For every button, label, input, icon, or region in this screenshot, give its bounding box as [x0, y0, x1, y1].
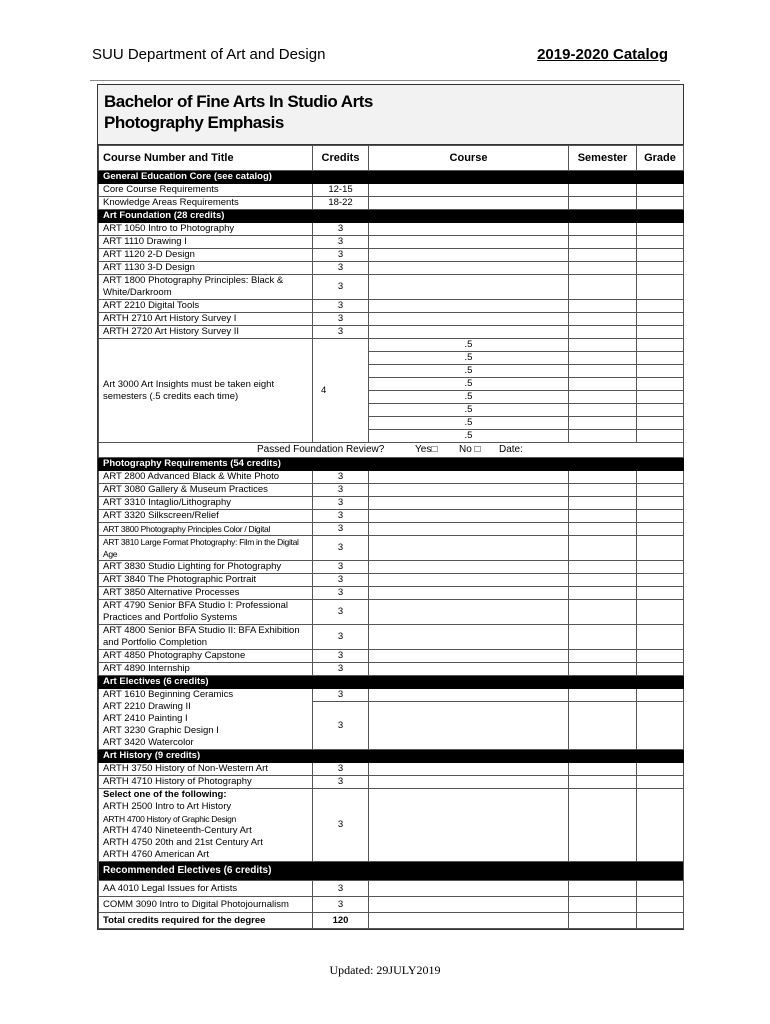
course-title: ART 3310 Intaglio/Lithography [99, 497, 313, 510]
course-row [99, 536, 684, 561]
course-title: ARTH 2710 Art History Survey I [99, 313, 313, 326]
semester-cell[interactable] [569, 484, 637, 497]
history-option: ARTH 4760 American Art [103, 849, 209, 860]
course-credits: 3 [313, 236, 369, 249]
elective-option: ART 1610 Beginning Ceramics [103, 689, 234, 700]
course-cell[interactable] [369, 702, 569, 750]
course-cell[interactable] [369, 776, 569, 789]
elective-option: ART 2210 Drawing II [103, 701, 191, 712]
grade-cell[interactable] [637, 763, 684, 776]
course-row [99, 561, 684, 574]
semester-cell[interactable] [569, 776, 637, 789]
grade-cell[interactable] [637, 574, 684, 587]
history-select-list [99, 789, 313, 862]
grade-cell[interactable] [637, 702, 684, 750]
course-credits: 3 [313, 574, 369, 587]
foundation-review [99, 443, 684, 458]
grade-cell[interactable] [637, 339, 684, 352]
grade-cell[interactable] [637, 600, 684, 625]
course-credits: 3 [313, 897, 369, 913]
semester-cell[interactable] [569, 650, 637, 663]
course-title: ARTH 2720 Art History Survey II [99, 326, 313, 339]
catalog-year: 2019-2020 Catalog [537, 46, 668, 63]
updated-date: Updated: 29JULY2019 [329, 963, 441, 977]
grade-cell[interactable] [637, 776, 684, 789]
semester-cell[interactable] [569, 236, 637, 249]
course-title: ARTH 4710 History of Photography [99, 776, 313, 789]
semester-cell[interactable] [569, 184, 637, 197]
grade-cell[interactable] [637, 587, 684, 600]
semester-cell[interactable] [569, 417, 637, 430]
course-cell[interactable] [369, 689, 569, 702]
semester-cell[interactable] [569, 702, 637, 750]
course-title: Knowledge Areas Requirements [99, 197, 313, 210]
semester-cell[interactable] [569, 430, 637, 443]
column-header-row [99, 146, 684, 171]
semester-cell[interactable] [569, 497, 637, 510]
grade-cell[interactable] [637, 300, 684, 313]
course-credits: 3 [313, 776, 369, 789]
semester-cell[interactable] [569, 223, 637, 236]
course-cell[interactable] [369, 663, 569, 676]
course-row [99, 236, 684, 249]
total-course-cell [369, 913, 569, 929]
semester-cell[interactable] [569, 523, 637, 536]
course-credits: 3 [313, 300, 369, 313]
course-credits: 3 [313, 510, 369, 523]
course-title: ART 4890 Internship [99, 663, 313, 676]
course-cell[interactable] [369, 574, 569, 587]
review-yes-checkbox[interactable]: Yes□ [415, 444, 438, 455]
section-photography-requirements [99, 458, 684, 471]
grade-cell[interactable] [637, 789, 684, 862]
section-art-history-label: Art History (9 credits) [99, 750, 684, 763]
course-row [99, 326, 684, 339]
course-cell[interactable] [369, 497, 569, 510]
course-title: ART 3320 Silkscreen/Relief [99, 510, 313, 523]
grade-cell[interactable] [637, 249, 684, 262]
insights-half-credit: .5 [369, 417, 569, 430]
semester-cell[interactable] [569, 313, 637, 326]
course-title: ART 4800 Senior BFA Studio II: BFA Exhibition and Portfolio Completion [99, 625, 313, 650]
section-general-education-label: General Education Core (see catalog) [99, 171, 684, 184]
course-cell[interactable] [369, 236, 569, 249]
total-label: Total credits required for the degree [99, 913, 313, 929]
total-grade-cell [637, 913, 684, 929]
semester-cell[interactable] [569, 663, 637, 676]
course-title: ART 3800 Photography Principles Color / Digital [99, 523, 313, 536]
semester-cell[interactable] [569, 881, 637, 897]
col-course-title: Course Number and Title [99, 146, 313, 171]
course-credits: 3 [313, 497, 369, 510]
history-option: ARTH 4740 Nineteenth-Century Art [103, 825, 252, 836]
course-credits: 3 [313, 625, 369, 650]
course-row [99, 300, 684, 313]
semester-cell[interactable] [569, 471, 637, 484]
grade-cell[interactable] [637, 197, 684, 210]
semester-cell[interactable] [569, 536, 637, 561]
semester-cell[interactable] [569, 689, 637, 702]
semester-cell[interactable] [569, 197, 637, 210]
course-cell[interactable] [369, 625, 569, 650]
course-row [99, 776, 684, 789]
insights-half-credit: .5 [369, 430, 569, 443]
semester-cell[interactable] [569, 365, 637, 378]
header-rule [90, 80, 680, 81]
course-credits: 3 [313, 663, 369, 676]
course-credits: 3 [313, 650, 369, 663]
course-title: ART 1120 2-D Design [99, 249, 313, 262]
course-title: ART 3830 Studio Lighting for Photography [99, 561, 313, 574]
course-credits: 3 [313, 881, 369, 897]
history-select-row [99, 789, 684, 862]
grade-cell[interactable] [637, 184, 684, 197]
course-credits: 3 [313, 763, 369, 776]
course-row [99, 663, 684, 676]
course-row [99, 471, 684, 484]
course-credits: 18-22 [313, 197, 369, 210]
grade-cell[interactable] [637, 275, 684, 300]
course-row [99, 600, 684, 625]
course-cell[interactable] [369, 536, 569, 561]
course-cell[interactable] [369, 197, 569, 210]
grade-cell[interactable] [637, 536, 684, 561]
semester-cell[interactable] [569, 326, 637, 339]
semester-cell[interactable] [569, 262, 637, 275]
course-title: ART 1050 Intro to Photography [99, 223, 313, 236]
course-row [99, 510, 684, 523]
grade-cell[interactable] [637, 881, 684, 897]
insights-half-credit: .5 [369, 339, 569, 352]
grade-cell[interactable] [637, 326, 684, 339]
grade-cell[interactable] [637, 689, 684, 702]
grade-cell[interactable] [637, 352, 684, 365]
semester-cell[interactable] [569, 300, 637, 313]
semester-cell[interactable] [569, 587, 637, 600]
semester-cell[interactable] [569, 352, 637, 365]
semester-cell[interactable] [569, 339, 637, 352]
course-credits: 3 [313, 536, 369, 561]
semester-cell[interactable] [569, 275, 637, 300]
grade-cell[interactable] [637, 561, 684, 574]
col-grade: Grade [637, 146, 684, 171]
course-cell[interactable] [369, 275, 569, 300]
semester-cell[interactable] [569, 510, 637, 523]
course-title: ART 3080 Gallery & Museum Practices [99, 484, 313, 497]
course-title: ARTH 3750 History of Non-Western Art [99, 763, 313, 776]
course-credits: 3 [313, 484, 369, 497]
grade-cell[interactable] [637, 497, 684, 510]
course-credits: 3 [313, 223, 369, 236]
course-credits: 3 [313, 249, 369, 262]
grade-cell[interactable] [637, 471, 684, 484]
course-cell[interactable] [369, 223, 569, 236]
grade-cell[interactable] [637, 650, 684, 663]
course-credits: 3 [313, 313, 369, 326]
course-cell[interactable] [369, 587, 569, 600]
course-row [99, 184, 684, 197]
section-art-foundation-label: Art Foundation (28 credits) [99, 210, 684, 223]
grade-cell[interactable] [637, 223, 684, 236]
course-cell[interactable] [369, 484, 569, 497]
history-option: ARTH 2500 Intro to Art History [103, 801, 232, 812]
review-question: Passed Foundation Review? [257, 444, 385, 455]
semester-cell[interactable] [569, 574, 637, 587]
semester-cell[interactable] [569, 378, 637, 391]
total-semester-cell [569, 913, 637, 929]
course-credits: 3 [313, 471, 369, 484]
col-course: Course [369, 146, 569, 171]
course-row [99, 223, 684, 236]
course-credits: 3 [313, 523, 369, 536]
history-select-credits: 3 [313, 789, 369, 862]
course-title: ART 3840 The Photographic Portrait [99, 574, 313, 587]
course-row [99, 587, 684, 600]
insights-credits: 4 [313, 339, 369, 443]
course-title: ART 3850 Alternative Processes [99, 587, 313, 600]
course-row [99, 897, 684, 913]
insights-half-credit: .5 [369, 391, 569, 404]
total-row [99, 913, 684, 929]
course-title: ART 3810 Large Format Photography: Film in the Digital Age [99, 536, 313, 561]
grade-cell[interactable] [637, 523, 684, 536]
elective-option: ART 3420 Watercolor [103, 737, 194, 748]
course-title: ART 1800 Photography Principles: Black & White/Darkroom [99, 275, 313, 300]
course-credits: 3 [313, 326, 369, 339]
history-option: ARTH 4750 20th and 21st Century Art [103, 837, 263, 848]
grade-cell[interactable] [637, 262, 684, 275]
semester-cell[interactable] [569, 625, 637, 650]
course-cell[interactable] [369, 561, 569, 574]
grade-cell[interactable] [637, 236, 684, 249]
checklist-table [98, 145, 684, 929]
course-row [99, 763, 684, 776]
total-credits: 120 [313, 913, 369, 929]
course-row [99, 881, 684, 897]
section-art-foundation [99, 210, 684, 223]
history-option: ARTH 4700 History of Graphic Design [103, 814, 236, 824]
course-cell[interactable] [369, 313, 569, 326]
course-title: ART 2800 Advanced Black & White Photo [99, 471, 313, 484]
semester-cell[interactable] [569, 600, 637, 625]
foundation-review-row [99, 443, 684, 458]
course-credits: 3 [313, 587, 369, 600]
semester-cell[interactable] [569, 561, 637, 574]
review-date-field[interactable]: Date: [499, 444, 523, 455]
course-title: ART 4850 Photography Capstone [99, 650, 313, 663]
course-row [99, 497, 684, 510]
department-name: SUU Department of Art and Design [92, 46, 326, 63]
insights-half-credit: .5 [369, 352, 569, 365]
section-recommended-electives [99, 862, 684, 881]
course-cell[interactable] [369, 262, 569, 275]
grade-cell[interactable] [637, 378, 684, 391]
elective-option: ART 3230 Graphic Design I [103, 725, 219, 736]
title-box [98, 85, 683, 145]
elective-credits: 3 [313, 689, 369, 702]
course-cell[interactable] [369, 326, 569, 339]
section-photography-requirements-label: Photography Requirements (54 credits) [99, 458, 684, 471]
section-art-electives [99, 676, 684, 689]
course-credits: 3 [313, 275, 369, 300]
course-row [99, 313, 684, 326]
semester-cell[interactable] [569, 789, 637, 862]
grade-cell[interactable] [637, 430, 684, 443]
course-credits: 3 [313, 262, 369, 275]
course-row [99, 275, 684, 300]
insights-half-credit: .5 [369, 365, 569, 378]
elective-credits: 3 [313, 702, 369, 750]
course-cell[interactable] [369, 650, 569, 663]
course-cell[interactable] [369, 789, 569, 862]
degree-title: Bachelor of Fine Arts In Studio Arts [104, 92, 373, 111]
semester-cell[interactable] [569, 391, 637, 404]
grade-cell[interactable] [637, 625, 684, 650]
course-cell[interactable] [369, 763, 569, 776]
insights-row [99, 339, 684, 352]
grade-cell[interactable] [637, 897, 684, 913]
course-row [99, 484, 684, 497]
elective-list [99, 689, 313, 750]
semester-cell[interactable] [569, 763, 637, 776]
course-title: ART 4790 Senior BFA Studio I: Professional Practices and Portfolio Systems [99, 600, 313, 625]
course-title: Core Course Requirements [99, 184, 313, 197]
section-recommended-electives-label: Recommended Electives (6 credits) [99, 862, 684, 881]
course-cell[interactable] [369, 600, 569, 625]
grade-cell[interactable] [637, 404, 684, 417]
grade-cell[interactable] [637, 313, 684, 326]
course-row [99, 625, 684, 650]
grade-cell[interactable] [637, 663, 684, 676]
col-semester: Semester [569, 146, 637, 171]
semester-cell[interactable] [569, 249, 637, 262]
course-credits: 3 [313, 600, 369, 625]
course-cell[interactable] [369, 300, 569, 313]
semester-cell[interactable] [569, 404, 637, 417]
insights-half-credit: .5 [369, 378, 569, 391]
semester-cell[interactable] [569, 897, 637, 913]
emphasis-title: Photography Emphasis [104, 113, 284, 132]
insights-title: Art 3000 Art Insights must be taken eight semesters (.5 credits each time) [99, 339, 313, 443]
insights-half-credit: .5 [369, 404, 569, 417]
course-cell[interactable] [369, 881, 569, 897]
course-row [99, 523, 684, 536]
course-title: ART 1130 3-D Design [99, 262, 313, 275]
course-row [99, 650, 684, 663]
course-credits: 3 [313, 561, 369, 574]
course-title: COMM 3090 Intro to Digital Photojournalism [99, 897, 313, 913]
elective-option: ART 2410 Painting I [103, 713, 188, 724]
course-title: AA 4010 Legal Issues for Artists [99, 881, 313, 897]
section-art-history [99, 750, 684, 763]
course-cell[interactable] [369, 184, 569, 197]
course-cell[interactable] [369, 523, 569, 536]
course-cell[interactable] [369, 510, 569, 523]
course-cell[interactable] [369, 471, 569, 484]
review-no-checkbox[interactable]: No □ [459, 444, 481, 455]
section-art-electives-label: Art Electives (6 credits) [99, 676, 684, 689]
course-title: ART 1110 Drawing I [99, 236, 313, 249]
grade-cell[interactable] [637, 417, 684, 430]
select-one-label: Select one of the following: [103, 789, 227, 800]
col-credits: Credits [313, 146, 369, 171]
course-row [99, 574, 684, 587]
grade-cell[interactable] [637, 484, 684, 497]
course-row [99, 197, 684, 210]
grade-cell[interactable] [637, 391, 684, 404]
course-row [99, 262, 684, 275]
grade-cell[interactable] [637, 510, 684, 523]
section-general-education [99, 171, 684, 184]
course-title: ART 2210 Digital Tools [99, 300, 313, 313]
course-cell[interactable] [369, 249, 569, 262]
course-row [99, 249, 684, 262]
course-credits: 12-15 [313, 184, 369, 197]
degree-checklist [97, 84, 684, 930]
grade-cell[interactable] [637, 365, 684, 378]
course-cell[interactable] [369, 897, 569, 913]
